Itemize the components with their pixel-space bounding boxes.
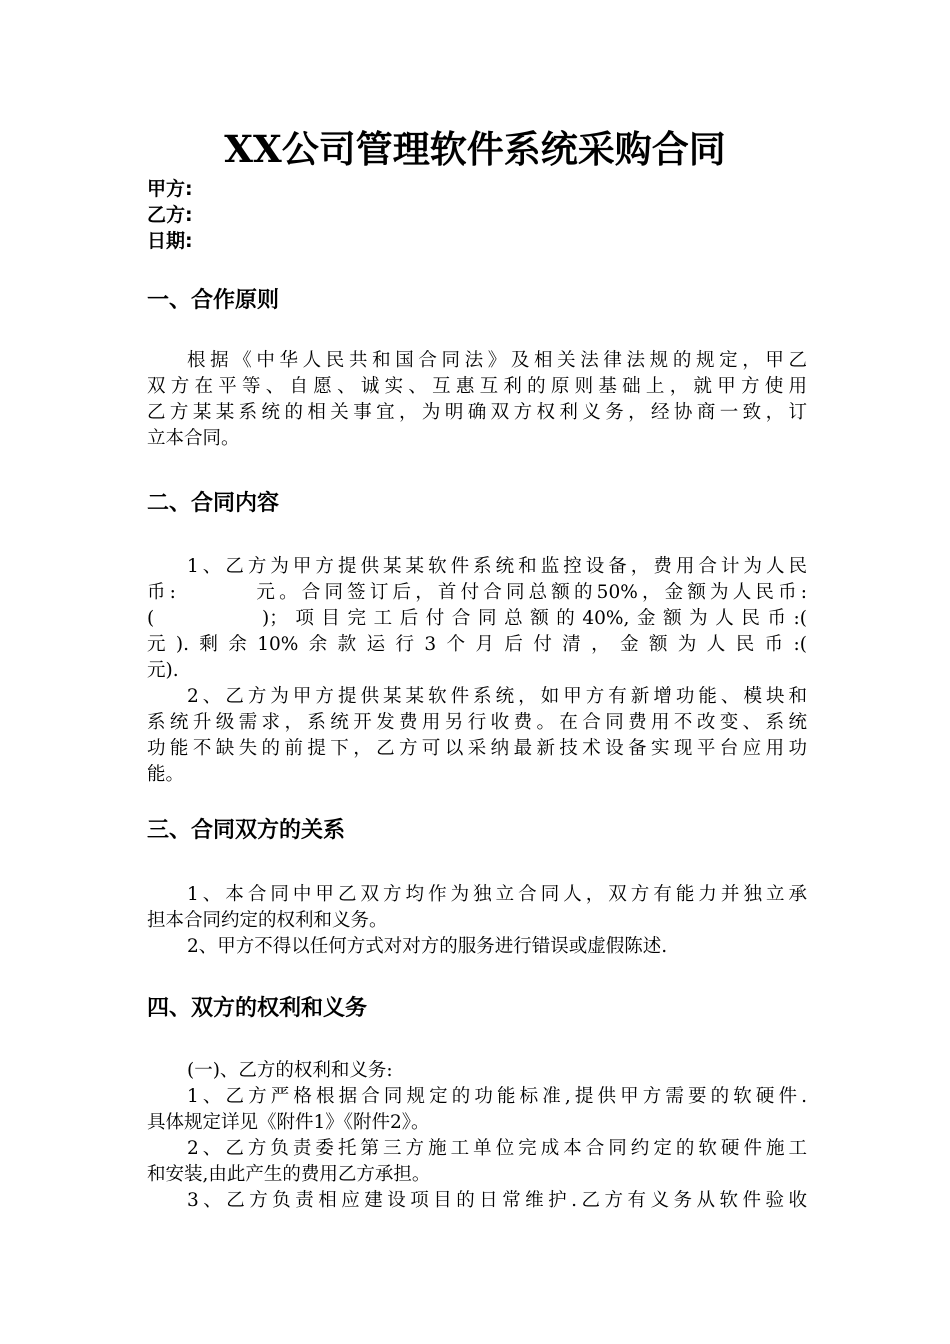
paragraph-line: 担本合同约定的权利和义务。 <box>147 910 388 931</box>
section-heading-rights-obligations: 四、双方的权利和义务 <box>147 996 368 1021</box>
section-body-contract-content <box>147 554 807 788</box>
party-a-label: 甲方: <box>147 178 193 200</box>
section-heading-contract-content: 二、合同内容 <box>147 491 280 516</box>
paragraph-line: 1、本合同中甲乙双方均作为独立合同人，双方有能力并独立承 <box>187 884 807 905</box>
party-b-label: 乙方: <box>147 204 193 226</box>
paragraph-line: 2、乙方负责委托第三方施工单位完成本合同约定的软硬件施工 <box>187 1138 807 1159</box>
paragraph-line: 乙方某某系统的相关事宜，为明确双方权利义务，经协商一致，订 <box>147 402 807 423</box>
paragraph-line: 2、甲方不得以任何方式对对方的服务进行错误或虚假陈述. <box>187 936 668 957</box>
paragraph-line: 币: 元。合同签订后，首付合同总额的50%，金额为人民币: <box>147 582 807 603</box>
paragraph-line: ( )；项目完工后付合同总额的40%,金额为人民币:( <box>147 608 807 629</box>
paragraph-line: 双方在平等、自愿、诚实、互惠互利的原则基础上，就甲方使用 <box>147 376 807 397</box>
paragraph-line: 1、乙方为甲方提供某某软件系统和监控设备，费用合计为人民 <box>187 556 807 577</box>
section-body-cooperation-principles <box>147 348 807 452</box>
paragraph-line: 能。 <box>147 764 185 785</box>
paragraph-line: 和安装,由此产生的费用乙方承担。 <box>147 1164 431 1185</box>
section-body-party-relationship <box>147 882 807 960</box>
paragraph-line: 1、乙方严格根据合同规定的功能标准,提供甲方需要的软硬件. <box>187 1086 807 1107</box>
paragraph-line: 立本合同。 <box>147 428 240 449</box>
date-label: 日期: <box>147 230 193 252</box>
paragraph-line: 3、乙方负责相应建设项目的日常维护.乙方有义务从软件验收 <box>187 1190 807 1211</box>
document-title: XX公司管理软件系统采购合同 <box>224 127 726 171</box>
paragraph-line: 2、乙方为甲方提供某某软件系统，如甲方有新增功能、模块和 <box>187 686 807 707</box>
party-info <box>147 176 807 254</box>
section-heading-cooperation-principles: 一、合作原则 <box>147 288 280 313</box>
section-body-rights-obligations <box>147 1058 807 1214</box>
paragraph-line: 元). <box>147 660 179 681</box>
paragraph-line: 功能不缺失的前提下，乙方可以采纳最新技术设备实现平台应用功 <box>147 738 807 759</box>
paragraph-line: 系统升级需求，系统开发费用另行收费。在合同费用不改变、系统 <box>147 712 807 733</box>
section-heading-party-relationship: 三、合同双方的关系 <box>147 818 346 843</box>
paragraph-line: (一)、乙方的权利和义务: <box>187 1060 393 1081</box>
paragraph-line: 元).剩余10%余款运行3个月后付清，金额为人民币:( <box>147 634 807 655</box>
paragraph-line: 具体规定详见《附件1》《附件2》。 <box>147 1112 430 1133</box>
paragraph-line: 根据《中华人民共和国合同法》及相关法律法规的规定，甲乙 <box>187 350 807 371</box>
